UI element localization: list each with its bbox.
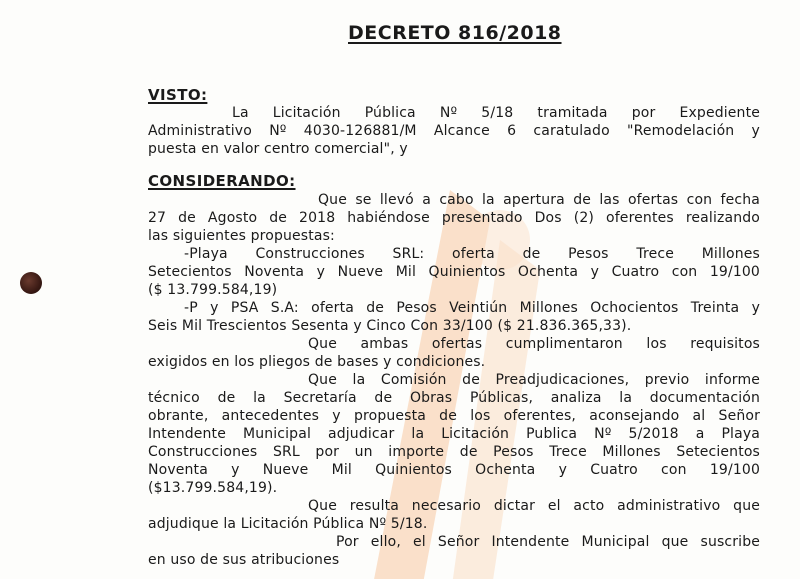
considerando-line-20: Por ello, el Señor Intendente Municipal que suscribe [336, 534, 760, 550]
considerando-line-12: técnico de la Secretaría de Obras Públicas, analiza la documentación [148, 390, 760, 406]
considerando-line-5: Setecientos Noventa y Nueve Mil Quinientos Ochenta y Cuatro con 19/100 [148, 264, 760, 280]
considerando-line-11: Que la Comisión de Preadjudicaciones, previo informe [308, 372, 760, 388]
considerando-line-2: 27 de Agosto de 2018 habiéndose presentado Dos (2) oferentes realizando [148, 210, 760, 226]
visto-line-2: Administrativo Nº 4030-126881/M Alcance 6 caratulado "Remodelación y [148, 123, 760, 139]
considerando-line-4: -Playa Construcciones SRL: oferta de Pesos Trece Millones [184, 246, 760, 262]
considerando-line-9: Que ambas ofertas cumplimentaron los requisitos [308, 336, 760, 352]
considerando-line-10: exigidos en los pliegos de bases y condiciones. [148, 354, 486, 370]
considerando-line-3: las siguientes propuestas: [148, 228, 335, 244]
considerando-line-13: obrante, antecedentes y propuesta de los oferentes, aconsejando al Señor [148, 408, 760, 424]
considerando-line-1: Que se llevó a cabo la apertura de las ofertas con fecha [318, 192, 760, 208]
considerando-line-15: Construcciones SRL por un importe de Pesos Trece Millones Setecientos [148, 444, 760, 460]
visto-line-3: puesta en valor centro comercial", y [148, 141, 408, 157]
considerando-line-19: adjudique la Licitación Pública Nº 5/18. [148, 516, 428, 532]
considerando-line-21: en uso de sus atribuciones [148, 552, 340, 568]
considerando-line-16: Noventa y Nueve Mil Quinientos Ochenta y Cuatro con 19/100 [148, 462, 760, 478]
decree-title: DECRETO 816/2018 [348, 22, 562, 44]
considerando-line-6: ($ 13.799.584,19) [148, 282, 278, 298]
visto-heading: VISTO: [148, 86, 208, 104]
considerando-line-7: -P y PSA S.A: oferta de Pesos Veintiún Millones Ochocientos Treinta y [184, 300, 760, 316]
considerando-heading: CONSIDERANDO: [148, 172, 296, 190]
punch-hole [20, 272, 42, 294]
visto-line-1: La Licitación Pública Nº 5/18 tramitada por Expediente [232, 105, 760, 121]
considerando-line-8: Seis Mil Trescientos Sesenta y Cinco Con 33/100 ($ 21.836.365,33). [148, 318, 632, 334]
considerando-line-18: Que resulta necesario dictar el acto administrativo que [308, 498, 760, 514]
considerando-line-14: Intendente Municipal adjudicar la Licitación Publica Nº 5/2018 a Playa [148, 426, 760, 442]
considerando-line-17: ($13.799.584,19). [148, 480, 278, 496]
